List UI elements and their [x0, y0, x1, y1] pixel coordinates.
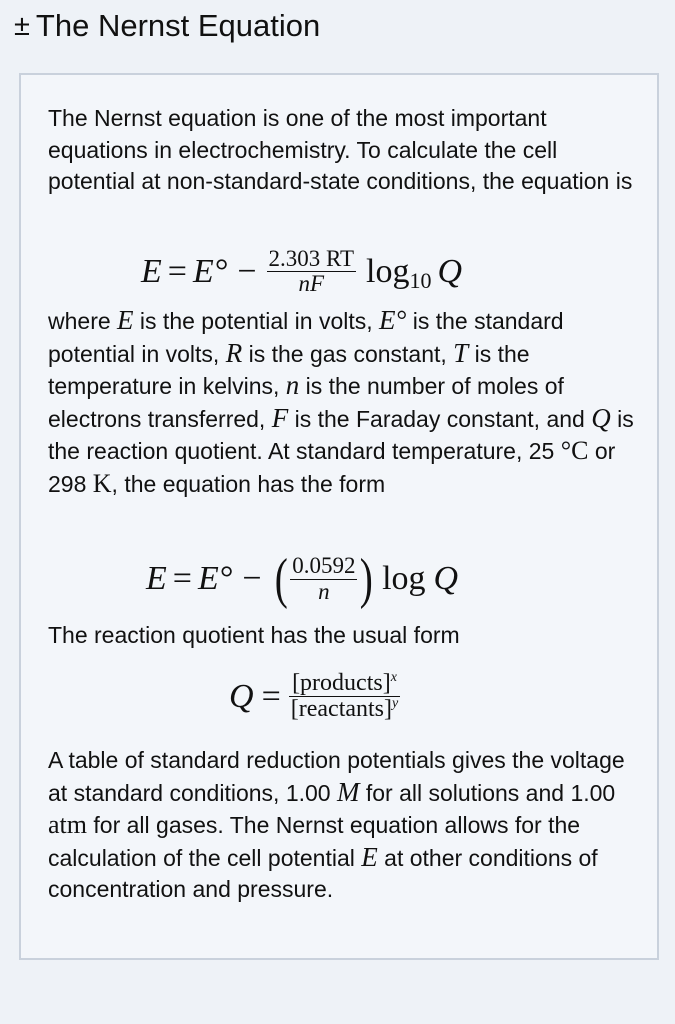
eq1-lhs: E	[141, 252, 162, 290]
eq1-denominator: nF	[298, 271, 325, 297]
eq2-e0: E°	[197, 560, 233, 597]
eq3-fraction	[289, 671, 400, 722]
eq2-minus: −	[242, 560, 262, 597]
eq1-log: log	[366, 252, 410, 290]
eq1-e0: E°	[192, 252, 228, 290]
eq2-equals: =	[172, 560, 192, 597]
nernst-equation-general	[141, 247, 462, 296]
eq1-fraction	[267, 247, 357, 296]
section-header[interactable]	[14, 6, 320, 46]
eq2-numerator: 0.0592	[292, 553, 356, 579]
eq2-denominator: n	[318, 578, 330, 604]
eq1-q: Q	[437, 252, 463, 290]
toggle-plus-minus-icon[interactable]: ±	[14, 10, 30, 42]
eq2-right-paren: )	[360, 548, 374, 610]
eq2-log: log	[382, 560, 426, 597]
eq2-fraction	[290, 554, 357, 603]
variables-paragraph: where E is the potential in volts, E° is the standard potential in volts, R is the gas constant, T is the temperature in kelvins, n is the number of moles of electrons transferred, F is the Faraday constant, and Q is the reaction quotient. At standard temperature, 25 °C or 298 K, the equation has the form	[48, 305, 634, 498]
nernst-equation-standard	[146, 548, 459, 610]
eq2-q: Q	[433, 560, 459, 597]
reaction-quotient-equation	[229, 671, 400, 722]
section-title: The Nernst Equation	[35, 8, 321, 43]
eq1-log-base: 10	[409, 267, 432, 293]
eq1-minus: −	[237, 252, 257, 290]
eq3-numerator: [products]$^x$	[292, 670, 397, 696]
eq3-lhs: Q	[229, 677, 254, 715]
quotient-intro-paragraph: The reaction quotient has the usual form	[48, 622, 460, 648]
content-card	[19, 73, 659, 960]
eq1-equals: =	[167, 252, 187, 290]
conditions-paragraph: A table of standard reduction potentials gives the voltage at standard conditions, 1.00 M for all solutions and 1.00 atm for all gases. The Nernst equation allows for the calculation of the cell potential E at other conditions of concentration and pressure.	[48, 747, 625, 902]
eq1-numerator: 2.303 RT	[268, 246, 355, 271]
intro-paragraph: The Nernst equation is one of the most important equations in electrochemistry. To calculate the cell potential at non-standard-state conditions, the equation is	[48, 105, 633, 194]
eq3-denominator: [reactants]$^y$	[290, 696, 399, 723]
eq3-equals: =	[261, 677, 281, 715]
eq2-lhs: E	[146, 560, 167, 597]
eq2-left-paren: (	[274, 548, 288, 610]
